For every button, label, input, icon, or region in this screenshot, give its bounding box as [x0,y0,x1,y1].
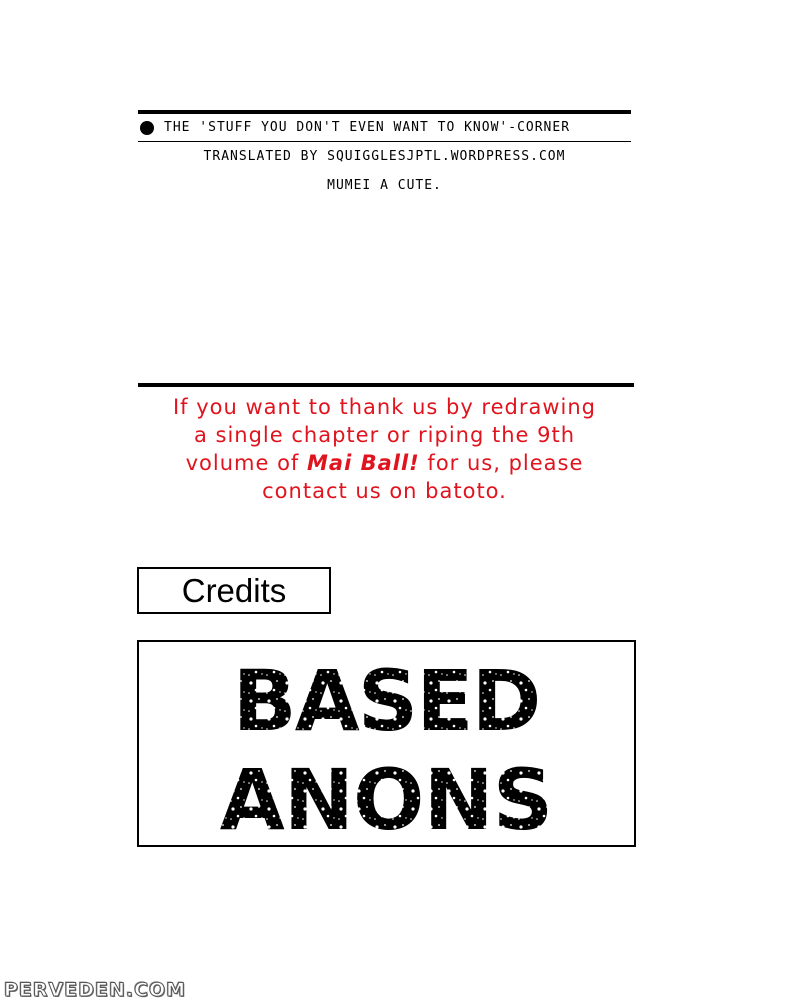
message-line-1: If you want to thank us by redrawing [172,395,597,419]
message-line-3 [138,449,631,477]
message-rule [138,383,634,387]
translator-note: MUMEI A CUTE. [327,178,442,193]
credits-heading-box [137,567,331,614]
message-line-3-end: for us, please [427,451,584,475]
logo-line-1: BASED [232,652,540,750]
credits-heading: Credits [181,571,287,609]
watermark: PERVEDEN.COM [4,979,187,1001]
message-line-3-start: volume of [185,451,300,475]
logo-line-2: ANONS [219,751,553,845]
top-thick-rule [138,110,631,114]
corner-title: THE 'STUFF YOU DON'T EVEN WANT TO KNOW'-CORNER [164,120,571,135]
series-title: Mai Ball! [307,451,420,475]
message-line-2: a single chapter or riping the 9th [193,423,576,447]
message-line-4: contact us on batoto. [262,479,507,503]
top-thin-rule [138,141,631,142]
based-anons-logo [139,642,634,845]
scanlator-logo-box [137,640,636,847]
thank-you-message [138,393,631,505]
bullet-icon [140,121,154,135]
translator-credit: TRANSLATED BY SQUIGGLESJPTL.WORDPRESS.COM [203,149,566,164]
